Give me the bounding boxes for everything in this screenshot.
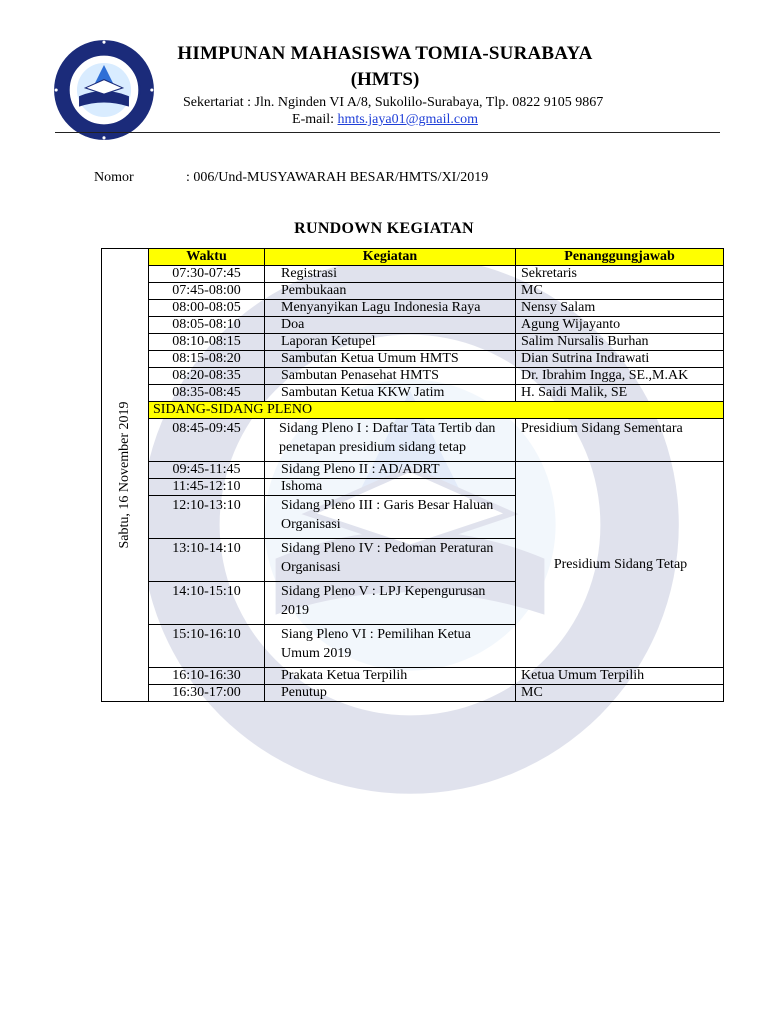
row-pj: H. Saidi Malik, SE [516, 385, 724, 402]
email-link[interactable]: hmts.jaya01@gmail.com [337, 112, 478, 127]
row-kegiatan: Pembukaan [265, 283, 516, 300]
date-cell [102, 249, 149, 702]
row-time: 08:05-08:10 [149, 317, 265, 334]
table-row [102, 266, 724, 283]
table-row [102, 368, 724, 385]
row-kegiatan: Sidang Pleno II : AD/ADRT [265, 462, 516, 479]
row-time: 16:10-16:30 [149, 668, 265, 685]
row-pj: Sekretaris [516, 266, 724, 283]
email-label: E-mail: [292, 112, 338, 127]
row-kegiatan: Sambutan Penasehat HMTS [265, 368, 516, 385]
row-kegiatan: Menyanyikan Lagu Indonesia Raya [265, 300, 516, 317]
table-header-row [102, 249, 724, 266]
row-pj: Dr. Ibrahim Ingga, SE.,M.AK [516, 368, 724, 385]
row-pj: MC [516, 685, 724, 702]
row-time: 07:30-07:45 [149, 266, 265, 283]
row-kegiatan: Ishoma [265, 479, 516, 496]
table-row [102, 317, 724, 334]
row-time: 07:45-08:00 [149, 283, 265, 300]
section-row [102, 402, 724, 419]
table-row [102, 462, 724, 479]
organization-name: HIMPUNAN MAHASISWA TOMIA-SURABAYA [177, 43, 593, 64]
email-line [160, 112, 610, 128]
row-pj: Nensy Salam [516, 300, 724, 317]
header-divider [55, 132, 720, 133]
organization-logo [52, 38, 156, 142]
organization-abbreviation: (HMTS) [350, 69, 420, 90]
row-time: 12:10-13:10 [149, 496, 265, 539]
row-time: 16:30-17:00 [149, 685, 265, 702]
row-kegiatan: Sidang Pleno I : Daftar Tata Tertib dan penetapan presidium sidang tetap [265, 419, 516, 462]
row-kegiatan: Sambutan Ketua KKW Jatim [265, 385, 516, 402]
row-kegiatan: Sambutan Ketua Umum HMTS [265, 351, 516, 368]
row-pj: Dian Sutrina Indrawati [516, 351, 724, 368]
row-time: 09:45-11:45 [149, 462, 265, 479]
secretariat-address: Sekertariat : Jln. Nginden VI A/8, Sukolilo-Surabaya, Tlp. 0822 9105 9867 [183, 95, 604, 110]
table-row [102, 351, 724, 368]
row-time: 08:45-09:45 [149, 419, 265, 462]
table-row [102, 334, 724, 351]
table-row [102, 685, 724, 702]
table-row [102, 668, 724, 685]
row-kegiatan: Sidang Pleno III : Garis Besar Haluan Organisasi [265, 496, 516, 539]
row-kegiatan: Prakata Ketua Terpilih [265, 668, 516, 685]
header-waktu: Waktu [149, 249, 265, 266]
row-pj: Agung Wijayanto [516, 317, 724, 334]
row-kegiatan: Sidang Pleno IV : Pedoman Peraturan Organisasi [265, 539, 516, 582]
nomor-label: Nomor [94, 170, 134, 185]
row-kegiatan: Penutup [265, 685, 516, 702]
row-kegiatan: Sidang Pleno V : LPJ Kepengurusan 2019 [265, 582, 516, 625]
row-kegiatan: Laporan Ketupel [265, 334, 516, 351]
row-time: 08:00-08:05 [149, 300, 265, 317]
header-kegiatan: Kegiatan [265, 249, 516, 266]
row-time: 14:10-15:10 [149, 582, 265, 625]
table-row [102, 419, 724, 462]
row-time: 08:15-08:20 [149, 351, 265, 368]
row-time: 15:10-16:10 [149, 625, 265, 668]
row-pj: Ketua Umum Terpilih [516, 668, 724, 685]
row-pj: Presidium Sidang Sementara [516, 419, 724, 462]
row-pj: MC [516, 283, 724, 300]
row-pj: Salim Nursalis Burhan [516, 334, 724, 351]
row-kegiatan: Siang Pleno VI : Pemilihan Ketua Umum 2019 [265, 625, 516, 668]
table-row [102, 283, 724, 300]
event-date: Sabtu, 16 November 2019 [117, 401, 132, 549]
header-penanggungjawab: Penanggungjawab [516, 249, 724, 266]
table-row [102, 385, 724, 402]
table-row [102, 300, 724, 317]
section-title: SIDANG-SIDANG PLENO [149, 402, 724, 419]
row-time: 08:10-08:15 [149, 334, 265, 351]
row-pj-merged: Presidium Sidang Tetap [516, 462, 724, 668]
document-title: RUNDOWN KEGIATAN [294, 220, 474, 237]
row-kegiatan: Registrasi [265, 266, 516, 283]
nomor-value: : 006/Und-MUSYAWARAH BESAR/HMTS/XI/2019 [186, 170, 489, 185]
row-time: 08:20-08:35 [149, 368, 265, 385]
rundown-table [101, 248, 724, 702]
row-time: 11:45-12:10 [149, 479, 265, 496]
row-time: 08:35-08:45 [149, 385, 265, 402]
row-time: 13:10-14:10 [149, 539, 265, 582]
row-kegiatan: Doa [265, 317, 516, 334]
